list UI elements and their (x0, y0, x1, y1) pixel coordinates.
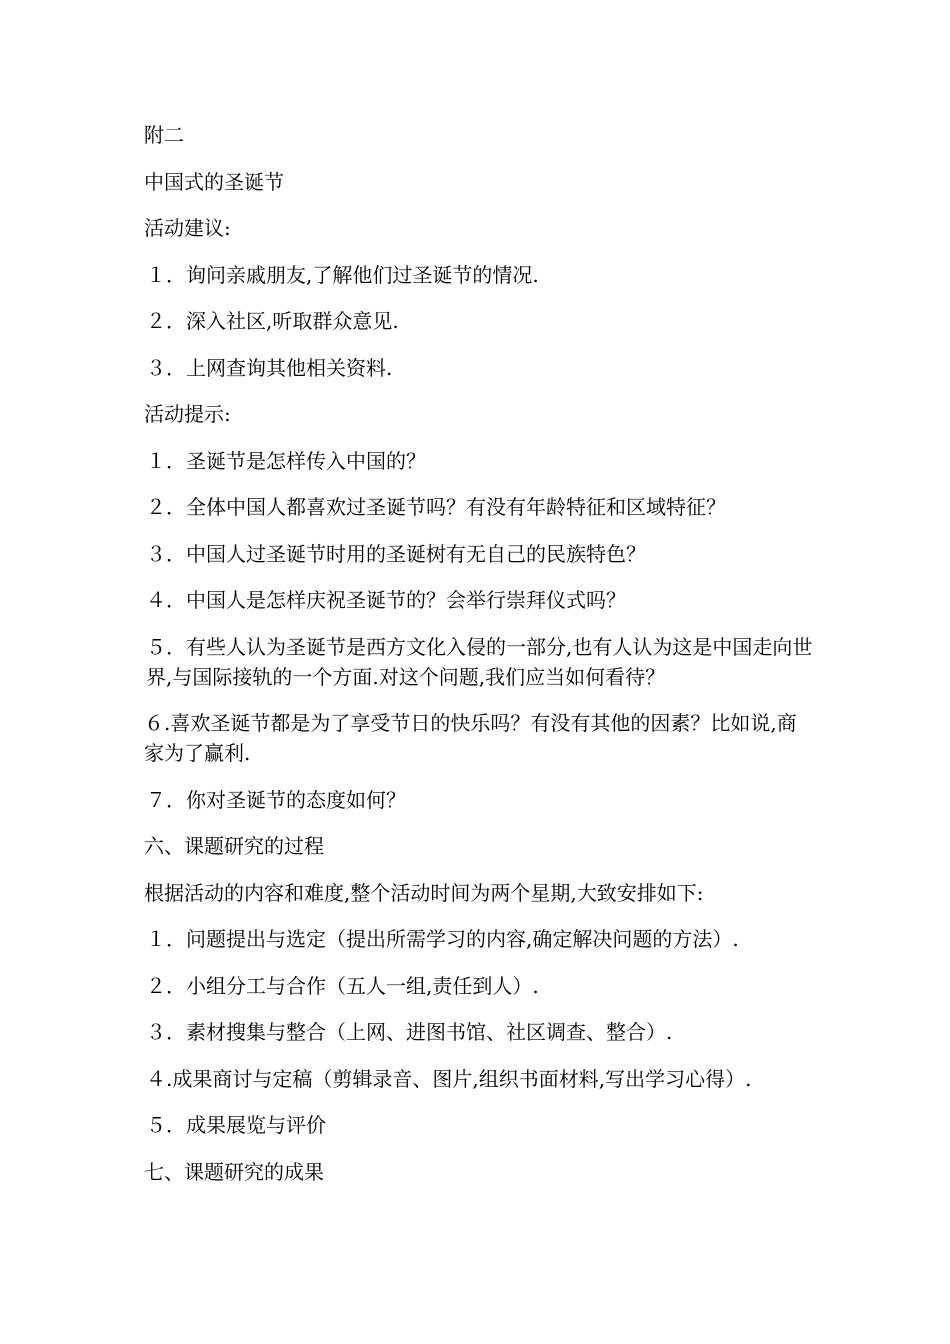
hint-item-4: ４．中国人是怎样庆祝圣诞节的？会举行崇拜仪式吗？ (146, 588, 626, 612)
hint-item-5: ５．有些人认为圣诞节是西方文化入侵的一部分,也有人认为这是中国走向世界,与国际接轨的一个方面.对这个问题,我们应当如何看待？ (146, 634, 813, 689)
process-item-3: ３．素材搜集与整合（上网、进图书馆、社区调查、整合）. (146, 1020, 673, 1044)
process-item-1: １．问题提出与选定（提出所需学习的内容,确定解决问题的方法）. (146, 927, 739, 951)
suggestion-item-3: ３．上网查询其他相关资料. (146, 355, 393, 380)
suggestion-item-1: １．询问亲戚朋友,了解他们过圣诞节的情况. (146, 262, 539, 287)
hint-item-3: ３．中国人过圣诞节时用的圣诞树有无自己的民族特色？ (146, 541, 646, 566)
process-intro: 根据活动的内容和难度,整个活动时间为两个星期,大致安排如下: (144, 880, 704, 905)
appendix-label: 附二 (144, 123, 184, 147)
section-heading-suggestions: 活动建议: (144, 216, 231, 240)
process-item-4: ４.成果商讨与定稿（剪辑录音、图片,组织书面材料,写出学习心得）. (146, 1066, 752, 1091)
hint-item-7: ７．你对圣诞节的态度如何？ (146, 787, 406, 812)
section-heading-results: 七、课题研究的成果 (144, 1159, 324, 1184)
suggestion-item-2: ２．深入社区,听取群众意见. (146, 309, 399, 333)
hint-item-1: １．圣诞节是怎样传入中国的？ (146, 448, 426, 473)
section-heading-process: 六、课题研究的过程 (144, 834, 324, 858)
process-item-5: ５．成果展览与评价 (146, 1113, 326, 1137)
hint-item-2: ２．全体中国人都喜欢过圣诞节吗？有没有年龄特征和区域特征？ (146, 495, 726, 519)
document-body (144, 120, 814, 1203)
hint-item-6: ６.喜欢圣诞节都是为了享受节日的快乐吗？有没有其他的因素？比如说,商家为了赢利. (144, 711, 797, 765)
activity-title: 中国式的圣诞节 (144, 169, 284, 194)
process-item-2: ２．小组分工与合作（五人一组,责任到人）. (146, 973, 539, 998)
section-heading-hints: 活动提示: (144, 402, 231, 426)
